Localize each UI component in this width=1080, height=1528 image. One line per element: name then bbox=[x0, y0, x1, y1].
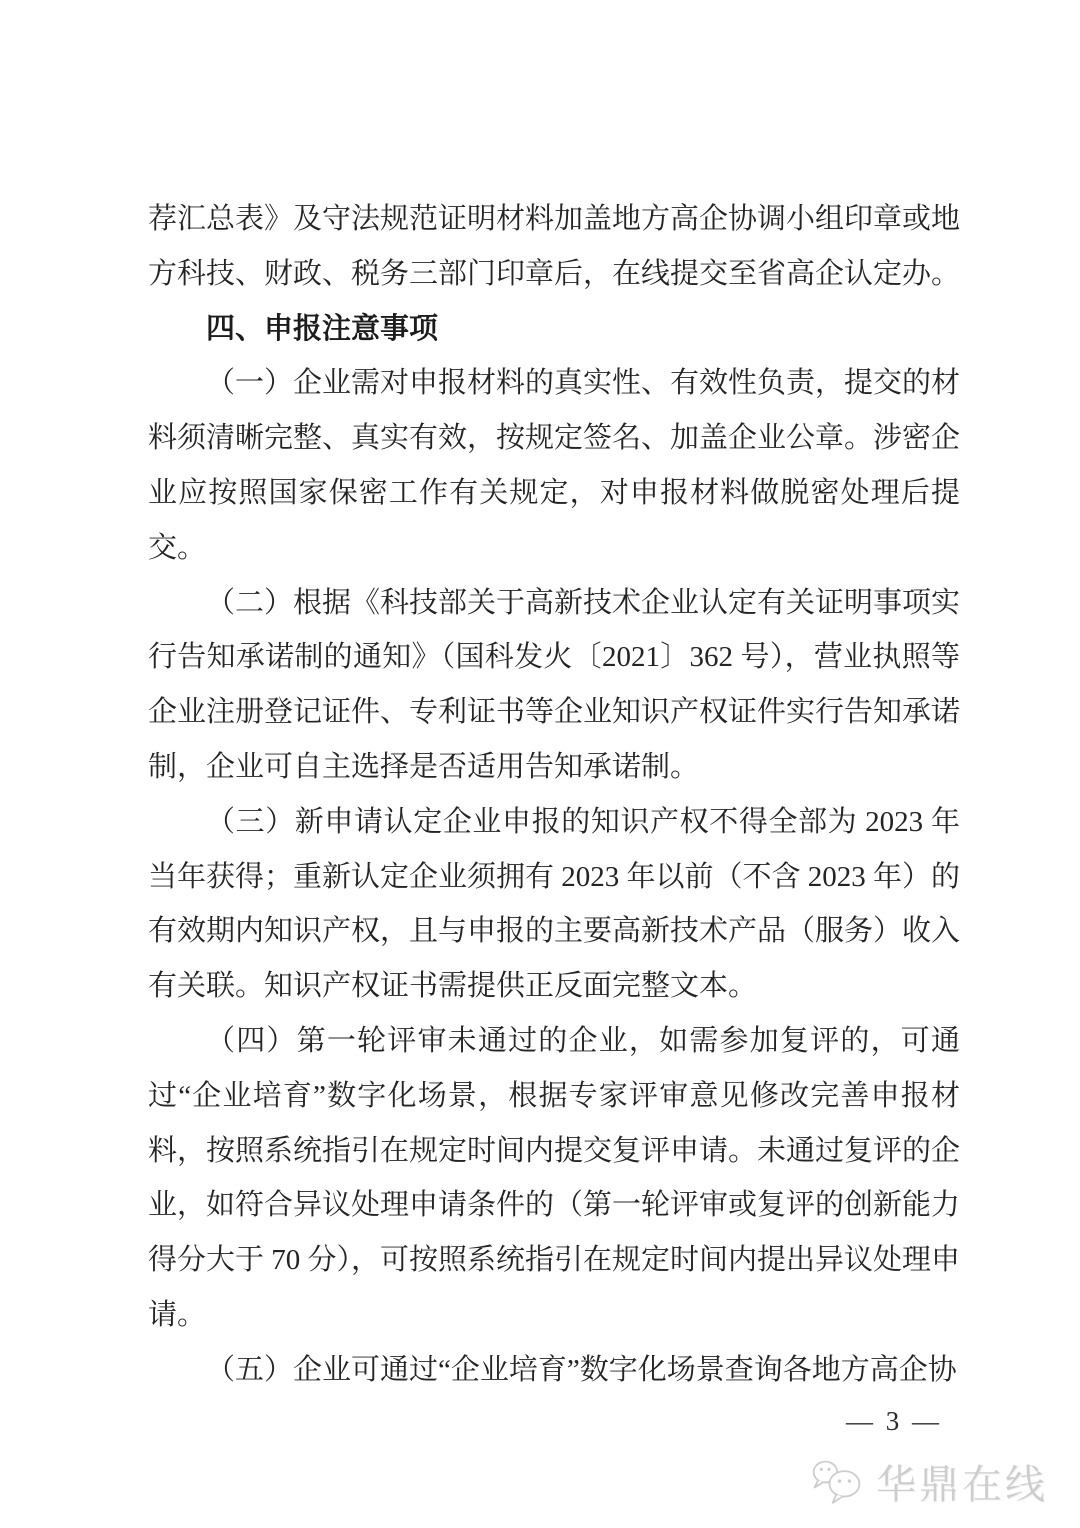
wechat-bubbles-icon bbox=[810, 1455, 868, 1509]
section-heading: 四、申报注意事项 bbox=[206, 312, 439, 345]
paragraph: （二）根据《科技部关于高新技术企业认定有关证明事项实行告知承诺制的通知》（国科发火〔2021〕362 号），营业执照等企业注册登记证件、专利证书等企业知识产权证件实行告知承诺制，企业可自主选择是否适用告知承诺制。 bbox=[148, 586, 961, 783]
paragraph: （三）新申请认定企业申报的知识产权不得全部为 2023 年当年获得；重新认定企业须拥有 2023 年以前（不含 2023 年）的有效期内知识产权，且与申报的主要高新技术产品（服务）收入有关联。知识产权证书需提供正反面完整文本。 bbox=[148, 805, 961, 1003]
document-body bbox=[148, 192, 960, 1398]
paragraph: （五）企业可通过“企业培育”数字化场景查询各地方高企协 bbox=[206, 1353, 957, 1386]
watermark-text: 华鼎在线 bbox=[876, 1463, 1048, 1507]
page-number: — 3 — bbox=[846, 1406, 942, 1436]
paragraph: （一）企业需对申报材料的真实性、有效性负责，提交的材料须清晰完整、真实有效，按规定签名、加盖企业公章。涉密企业应按照国家保密工作有关规定，对申报材料做脱密处理后提交。 bbox=[148, 367, 961, 564]
paragraph: 荐汇总表》及守法规范证明材料加盖地方高企协调小组印章或地方科技、财政、税务三部门印章后，在线提交至省高企认定办。 bbox=[148, 203, 961, 290]
paragraph: （四）第一轮评审未通过的企业，如需参加复评的，可通过“企业培育”数字化场景，根据专家评审意见修改完善申报材料，按照系统指引在规定时间内提交复评申请。未通过复评的企业，如符合异议处理申请条件的（第一轮评审或复评的创新能力得分大于 70 分），可按照系统指引在规定时间内提出异议处理申请。 bbox=[148, 1024, 961, 1331]
watermark bbox=[810, 1453, 1048, 1510]
